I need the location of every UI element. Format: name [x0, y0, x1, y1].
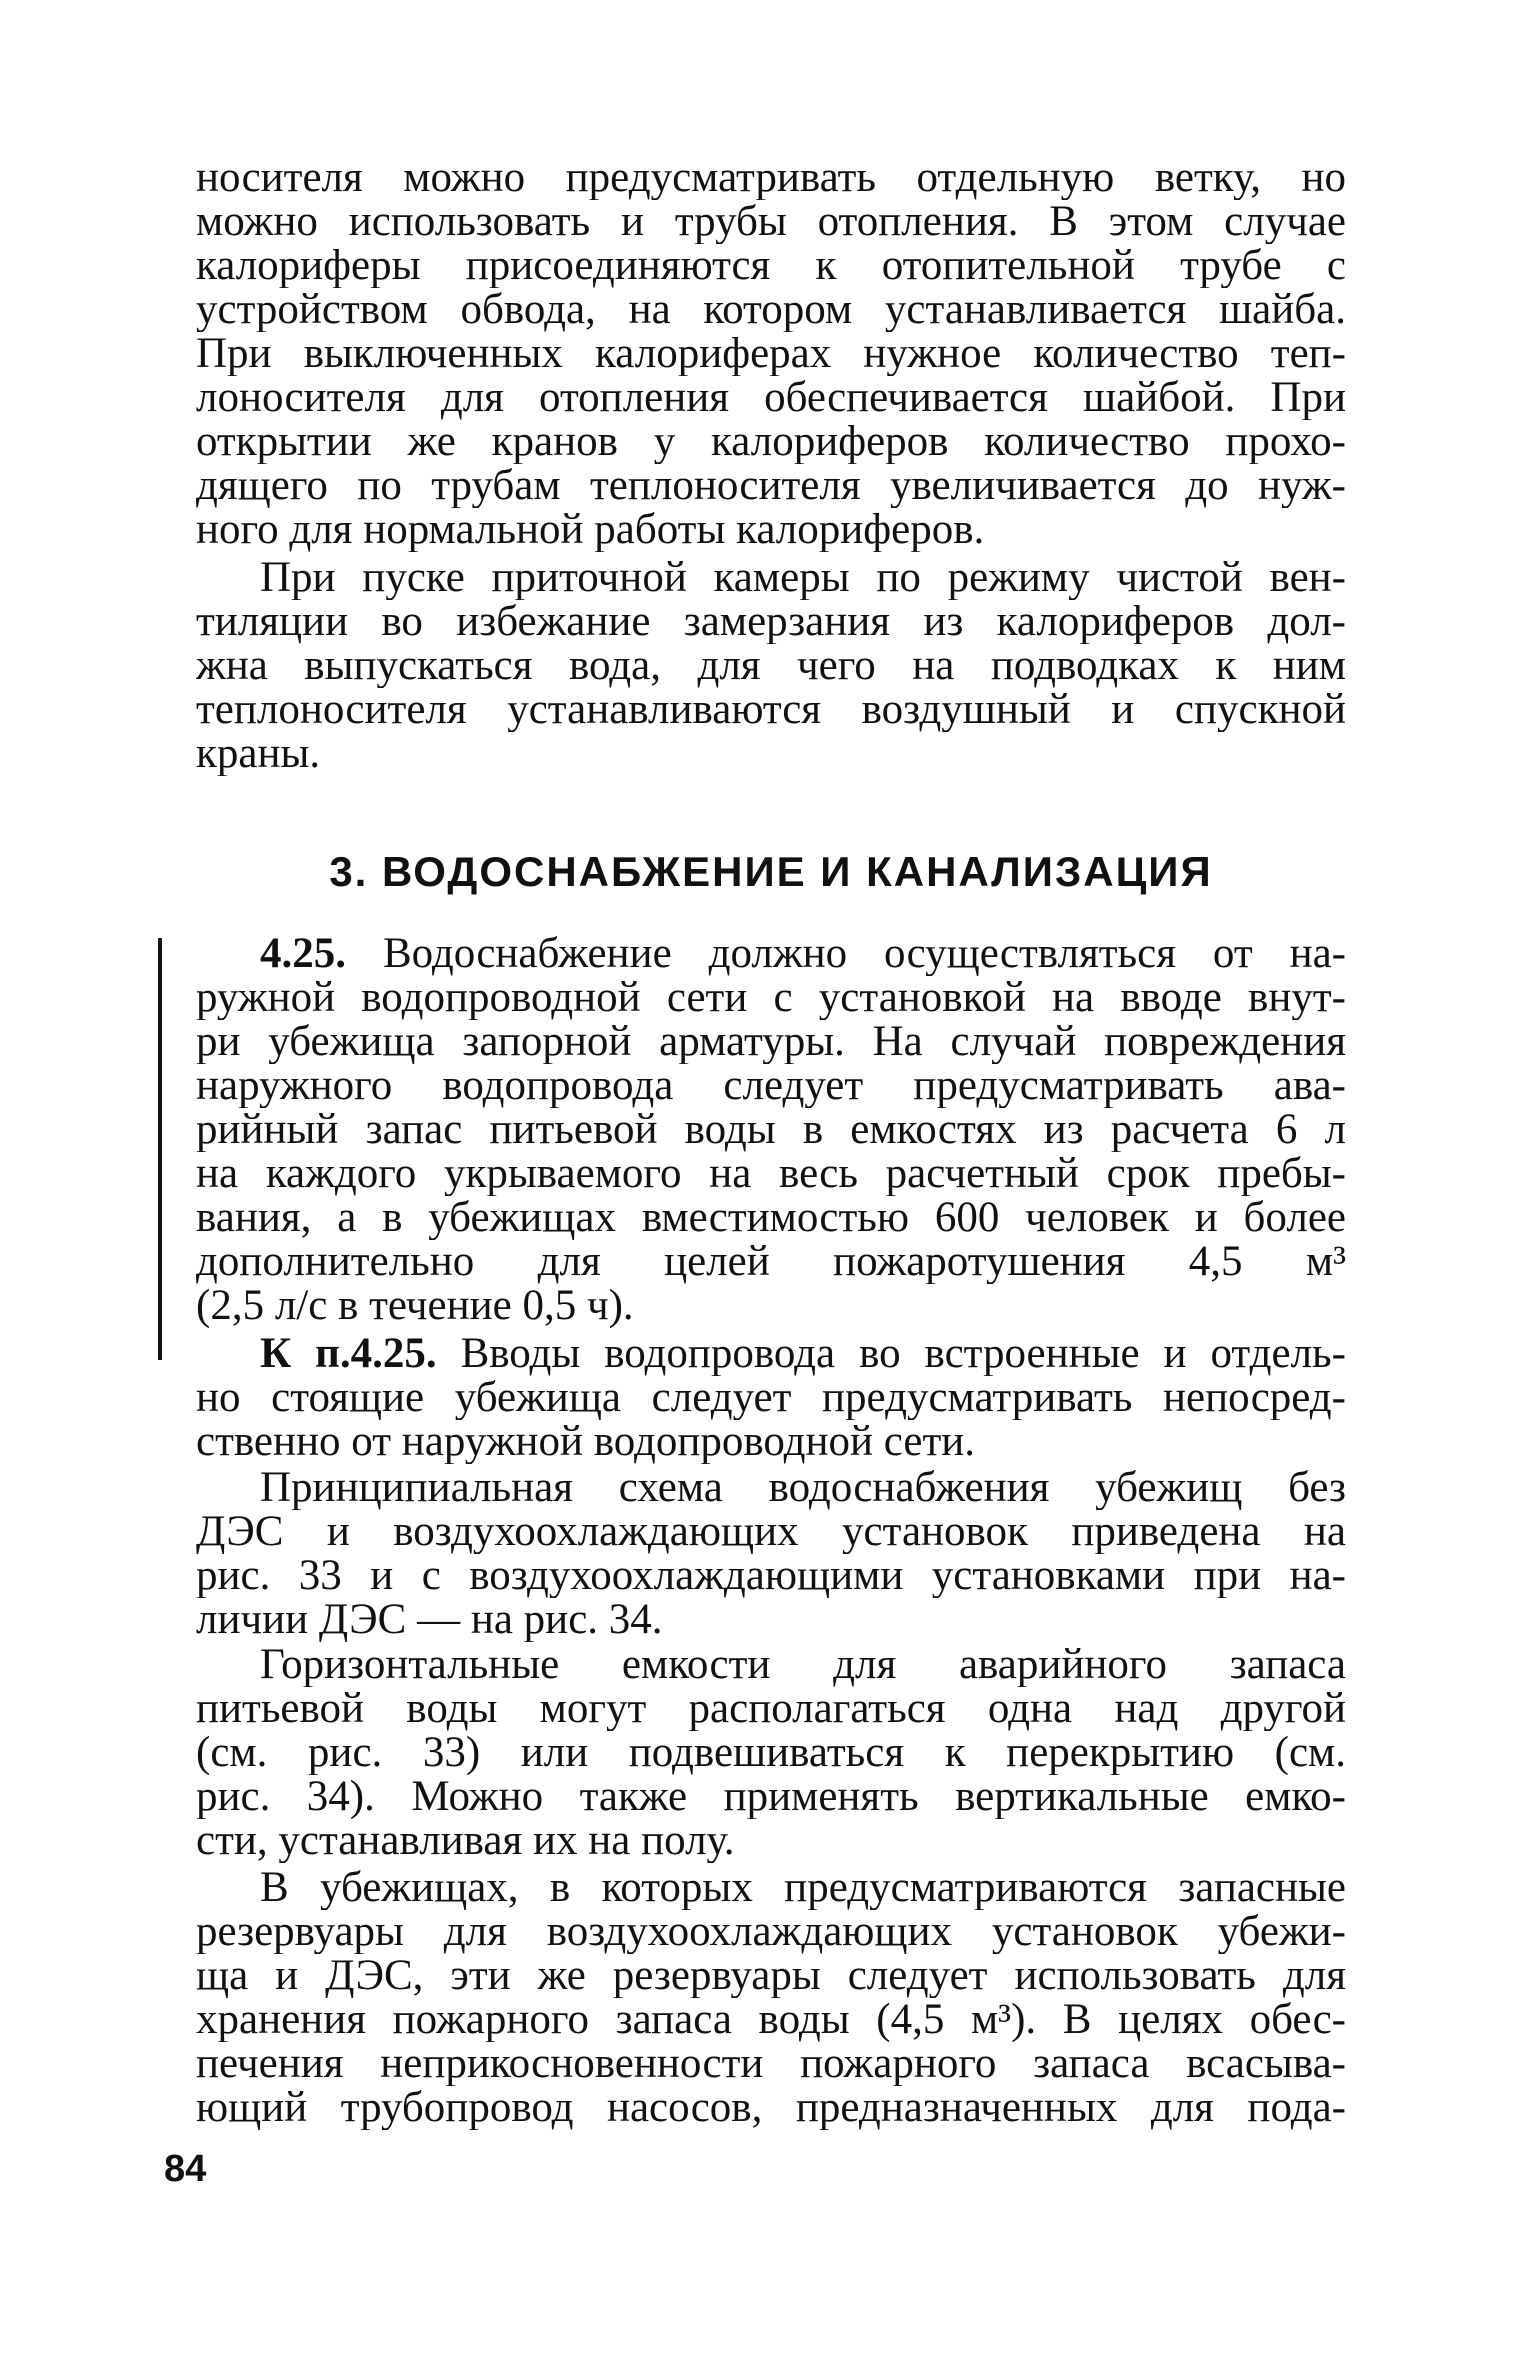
margin-change-bar: [158, 938, 162, 1360]
note-text: Вводы водопровода во встроенные и отдель-: [460, 1332, 1346, 1376]
text-line: ющий трубопровод насосов, предназначенных для пода-: [196, 2086, 1346, 2130]
text-line: ДЭС и воздухоохлаждающих установок приведена на: [196, 1510, 1346, 1554]
paragraph-ventilation-start: [196, 556, 1346, 776]
note-number: К п.4.25.: [260, 1332, 437, 1376]
text-line: жна выпускаться вода, для чего на подводках к ним: [196, 644, 1346, 688]
text-line: Принципиальная схема водоснабжения убежищ без: [260, 1466, 1346, 1510]
text-line: личии ДЭС — на рис. 34.: [196, 1598, 663, 1642]
text-line: но стоящие убежища следует предусматривать непосред-: [196, 1376, 1346, 1420]
text-line: (см. рис. 33) или подвешиваться к перекрытию (см.: [196, 1731, 1346, 1775]
clause-text: Водоснабжение должно осуществляться от на-: [382, 932, 1346, 976]
text-line: рис. 34). Можно также применять вертикальные емко-: [196, 1775, 1346, 1819]
section-heading: 3. ВОДОСНАБЖЕНИЕ И КАНАЛИЗАЦИЯ: [329, 848, 1213, 895]
text-line: печения неприкосновенности пожарного запаса всасыва-: [196, 2042, 1346, 2086]
paragraph-4-25: [196, 932, 1346, 1328]
text-line: на каждого укрываемого на весь расчетный срок пребы-: [196, 1152, 1346, 1196]
text-line: дящего по трубам теплоносителя увеличивается до нуж-: [196, 464, 1346, 508]
text-line: ного для нормальной работы калориферов.: [196, 508, 985, 552]
text-line: наружного водопровода следует предусматривать ава-: [196, 1064, 1346, 1108]
text-line: Горизонтальные емкости для аварийного запаса: [260, 1643, 1346, 1687]
text-line: При выключенных калориферах нужное количество теп-: [196, 332, 1346, 376]
text-line: ственно от наружной водопроводной сети.: [196, 1420, 976, 1464]
text-line: можно использовать и трубы отопления. В этом случае: [196, 200, 1346, 244]
clause-number: 4.25.: [260, 932, 346, 976]
text-line: [196, 1332, 1346, 1376]
text-line: носителя можно предусматривать отдельную ветку, но: [196, 156, 1346, 200]
text-line: (2,5 л/с в течение 0,5 ч).: [196, 1284, 634, 1328]
text-line: устройством обвода, на котором устанавливается шайба.: [196, 288, 1346, 332]
text-line: дополнительно для целей пожаротушения 4,5 м³: [196, 1240, 1346, 1284]
page-number: 84: [164, 2148, 207, 2190]
text-line: В убежищах, в которых предусматриваются запасные: [260, 1866, 1346, 1910]
paragraph-reservoirs: [196, 1866, 1346, 2130]
text-line: ща и ДЭС, эти же резервуары следует использовать для: [196, 1954, 1346, 1998]
text-line: калориферы присоединяются к отопительной трубе с: [196, 244, 1346, 288]
text-line: ри убежища запорной арматуры. На случай повреждения: [196, 1020, 1346, 1064]
paragraph-heating-branch: [196, 156, 1346, 552]
text-line: теплоносителя устанавливаются воздушный и спускной: [196, 688, 1346, 732]
text-line: сти, устанавливая их на полу.: [196, 1819, 735, 1863]
text-line: [196, 932, 1346, 976]
text-line: хранения пожарного запаса воды (4,5 м³). В целях обес-: [196, 1998, 1346, 2042]
paragraph-tanks: [196, 1643, 1346, 1863]
text-line: открытии же кранов у калориферов количество прохо-: [196, 420, 1346, 464]
paragraph-schematic: [196, 1466, 1346, 1642]
text-line: тиляции во избежание замерзания из калориферов дол-: [196, 600, 1346, 644]
text-line: рийный запас питьевой воды в емкостях из расчета 6 л: [196, 1108, 1346, 1152]
text-line: ружной водопроводной сети с установкой на вводе внут-: [196, 976, 1346, 1020]
paragraph-note-4-25: [196, 1332, 1346, 1464]
text-line: резервуары для воздухоохлаждающих установок убежи-: [196, 1910, 1346, 1954]
text-line: вания, а в убежищах вместимостью 600 человек и более: [196, 1196, 1346, 1240]
text-line: При пуске приточной камеры по режиму чистой вен-: [260, 556, 1346, 600]
text-line: лоносителя для отопления обеспечивается шайбой. При: [196, 376, 1346, 420]
text-line: питьевой воды могут располагаться одна над другой: [196, 1687, 1346, 1731]
text-line: краны.: [196, 732, 321, 776]
text-line: рис. 33 и с воздухоохлаждающими установками при на-: [196, 1554, 1346, 1598]
